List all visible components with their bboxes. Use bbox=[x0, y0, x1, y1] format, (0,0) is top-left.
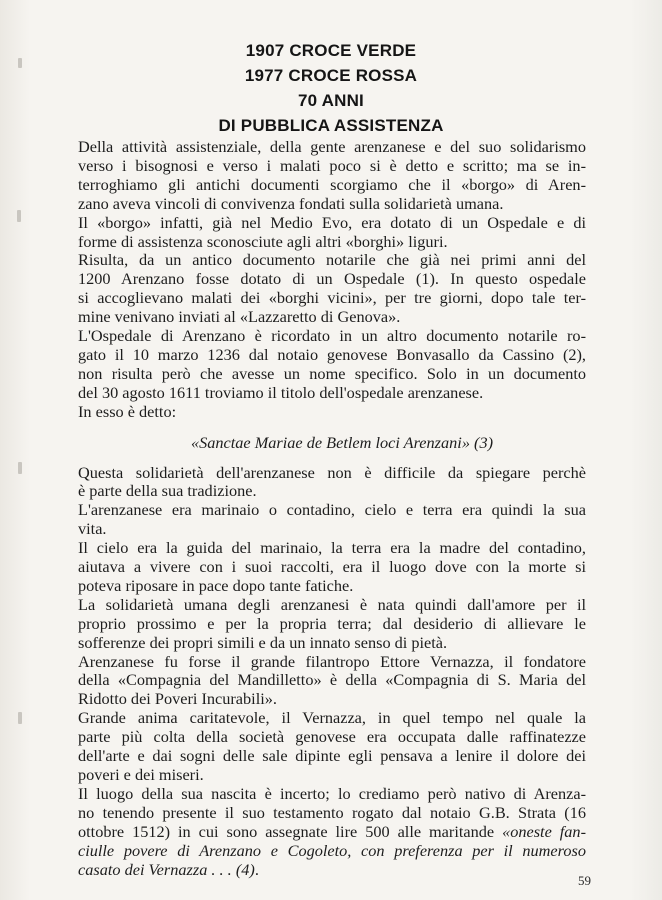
text-line: L'Ospedale di Arenzano è ricordato in un altro documento notarile ro- bbox=[78, 326, 586, 346]
margin-scan-mark bbox=[17, 210, 21, 222]
text-line: poteva riposare in pace dopo tante fatiche. bbox=[78, 575, 354, 595]
text-line: gato il 10 marzo 1236 dal notaio genovese Bonvasallo da Cassino (2), bbox=[78, 344, 586, 364]
text-line: Grande anima caritatevole, il Vernazza, in quel tempo nel quale la bbox=[78, 708, 586, 728]
text-line: In esso è detto: bbox=[78, 401, 177, 421]
margin-scan-mark bbox=[18, 712, 22, 724]
paragraph bbox=[78, 596, 586, 653]
text-line: proprio prossimo e per la propria terra; dal desiderio di allievare le bbox=[78, 613, 586, 633]
paragraph bbox=[78, 251, 586, 327]
text-line: dell'arte e dai sogni delle sale dipinte egli pensava a lenire il dolore dei bbox=[78, 746, 586, 766]
text-line: aiutava a vivere con i suoi raccolti, era il luogo dove con la morte si bbox=[78, 557, 586, 577]
text-line: zano aveva vincoli di convivenza fondati sulla solidarietà umana. bbox=[78, 193, 504, 213]
margin-scan-mark bbox=[18, 462, 22, 474]
text-line: Della attività assistenziale, della gente arenzanese e del suo solidarismo bbox=[78, 137, 586, 156]
text-line: L'arenzanese era marinaio o contadino, cielo e terra era quindi la sua bbox=[78, 500, 586, 520]
text-line: Il «borgo» infatti, già nel Medio Evo, era dotato di un Ospedale e di bbox=[78, 212, 586, 232]
title-line: 1907 CROCE VERDE bbox=[245, 41, 417, 60]
paragraph bbox=[78, 501, 586, 539]
paragraph bbox=[78, 653, 586, 710]
paragraph bbox=[78, 539, 586, 596]
text-line: Ridotto dei Poveri Incurabili». bbox=[78, 689, 277, 709]
text-line: del 30 agosto 1611 troviamo il titolo dell'ospedale arenzanese. bbox=[78, 382, 484, 402]
text-line: è parte della sua tradizione. bbox=[78, 481, 257, 501]
text-line: mine venivano inviati al «Lazzaretto di Genova». bbox=[78, 307, 401, 327]
text-line: Arenzanese fu forse il grande filantropo Ettore Vernazza, il fondatore bbox=[78, 651, 586, 671]
text-line: no tenendo presente il suo testamento rogato dal notaio G.B. Strata (16 bbox=[78, 802, 586, 822]
title-line: 1977 CROCE ROSSA bbox=[244, 66, 418, 85]
text-line: vita. bbox=[78, 519, 107, 539]
italic-citation: casato dei Vernazza . . . (4) bbox=[78, 859, 255, 879]
text-line: Risulta, da un antico documento notarile che già nei primi anni del bbox=[78, 250, 586, 270]
paragraph bbox=[78, 709, 586, 785]
text-line: terroghiamo gli antichi documenti scorgiamo che il «borgo» di Aren- bbox=[78, 174, 586, 194]
text-line: poveri e dei miseri. bbox=[78, 765, 204, 784]
text-line: si accoglievano malati dei «borghi vicini», per tre giorni, dopo tale ter- bbox=[78, 288, 586, 308]
text-line: verso i bisognosi e verso i malati poco si è detto e scritto; ma se in- bbox=[78, 155, 586, 175]
paragraph bbox=[78, 785, 586, 880]
text-line: parte più colta della società genovese era occupata dalle raffinatezze bbox=[78, 727, 586, 747]
text-line: La solidarietà umana degli arenzanesi è nata quindi dall'amore per il bbox=[78, 594, 586, 614]
italic-citation: «oneste fan- bbox=[502, 821, 586, 841]
title-line: 70 ANNI bbox=[298, 91, 364, 110]
text-segment: . bbox=[254, 859, 259, 879]
page-number: 59 bbox=[578, 873, 591, 888]
text-line bbox=[78, 861, 586, 880]
paragraph bbox=[78, 214, 586, 252]
article-body bbox=[78, 138, 586, 879]
latin-quotation: «Sanctae Mariae de Betlem loci Arenzani» (3) bbox=[190, 432, 494, 452]
paragraph bbox=[78, 327, 586, 422]
text-segment: ottobre 1512) in cui sono assegnate lire 500 alle maritande bbox=[78, 821, 503, 841]
text-line: Il luogo della sua nascita è incerto; lo crediamo però nativo di Arenza- bbox=[78, 783, 586, 803]
text-line: Questa solidarietà dell'arenzanese non è difficile da spiegare perchè bbox=[78, 462, 586, 482]
text-line: forme di assistenza sconosciute agli altri «borghi» liguri. bbox=[78, 231, 448, 251]
title-line: DI PUBBLICA ASSISTENZA bbox=[218, 116, 444, 135]
text-line: Il cielo era la guida del marinaio, la terra era la madre del contadino, bbox=[78, 538, 586, 558]
article-title bbox=[0, 38, 662, 138]
paragraph bbox=[78, 464, 586, 502]
italic-citation: ciulle povere di Arenzano e Cogoleto, con preferenza per il numeroso bbox=[78, 840, 586, 860]
text-line: non risulta però che avesse un nome specifico. Solo in un documento bbox=[78, 363, 586, 383]
text-line: 1200 Arenzano fosse dotato di un Ospedale (1). In questo ospedale bbox=[78, 269, 586, 289]
paragraph bbox=[78, 138, 586, 214]
text-line: della «Compagnia del Mandilletto» è della «Compagnia di S. Maria del bbox=[78, 670, 586, 690]
text-line bbox=[78, 823, 586, 842]
text-line: sofferenze dei propri simili e da un innato senso di pietà. bbox=[78, 632, 448, 652]
